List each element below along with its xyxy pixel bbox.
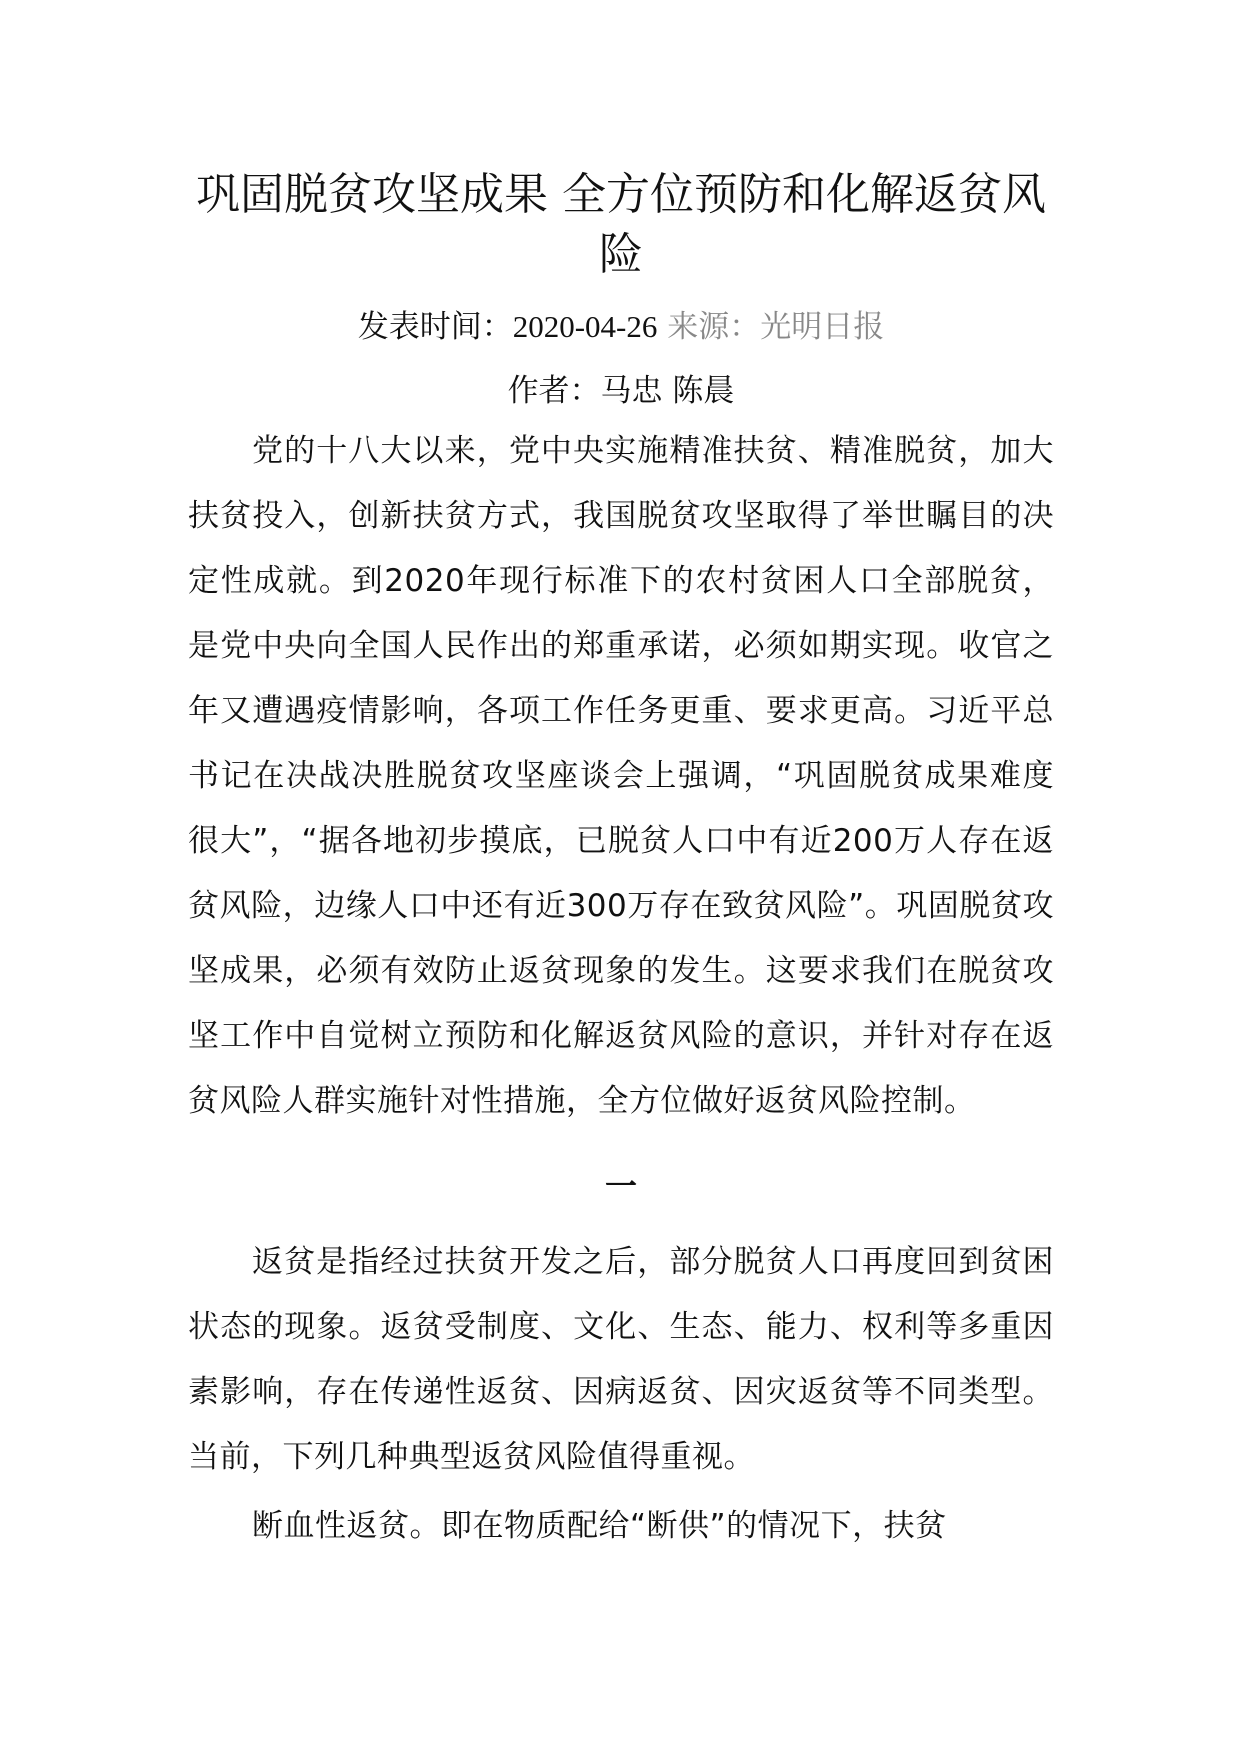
article-author: 作者：马忠 陈晨 [507, 373, 735, 409]
article-title: 巩固脱贫攻坚成果 全方位预防和化解返贫风险 [196, 169, 1046, 280]
article [188, 165, 1054, 1559]
publish-label: 发表时间： [357, 309, 513, 345]
publish-date: 2020-04-26 [512, 309, 658, 344]
article-meta [188, 305, 1054, 349]
article-source: 来源：光明日报 [667, 309, 885, 345]
paragraph-type-1: 断血性返贫。即在物质配给“断供”的情况下，扶贫 [252, 1508, 947, 1544]
section-number: 一 [604, 1167, 637, 1205]
paragraph-intro: 党的十八大以来，党中央实施精准扶贫、精准脱贫，加大扶贫投入，创新扶贫方式，我国脱贫攻坚取得了举世瞩目的决定性成就。到2020年现行标准下的农村贫困人口全部脱贫，是党中央向全国人民作出的郑重承诺，必须如期实现。收官之年又遭遇疫情影响，各项工作任务更重、要求更高。习近平总书记在决战决胜脱贫攻坚座谈会上强调，“巩固脱贫成果难度很大”，“据各地初步摸底，已脱贫人口中有近200万人存在返贫风险，边缘人口中还有近300万存在致贫风险”。巩固脱贫攻坚成果，必须有效防止返贫现象的发生。这要求我们在脱贫攻坚工作中自觉树立预防和化解返贫风险的意识，并针对存在返贫风险人群实施针对性措施，全方位做好返贫风险控制。 [188, 433, 1054, 1119]
paragraph-definition: 返贫是指经过扶贫开发之后，部分脱贫人口再度回到贫困状态的现象。返贫受制度、文化、生态、能力、权利等多重因素影响，存在传递性返贫、因病返贫、因灾返贫等不同类型。当前，下列几种典型返贫风险值得重视。 [188, 1244, 1054, 1475]
